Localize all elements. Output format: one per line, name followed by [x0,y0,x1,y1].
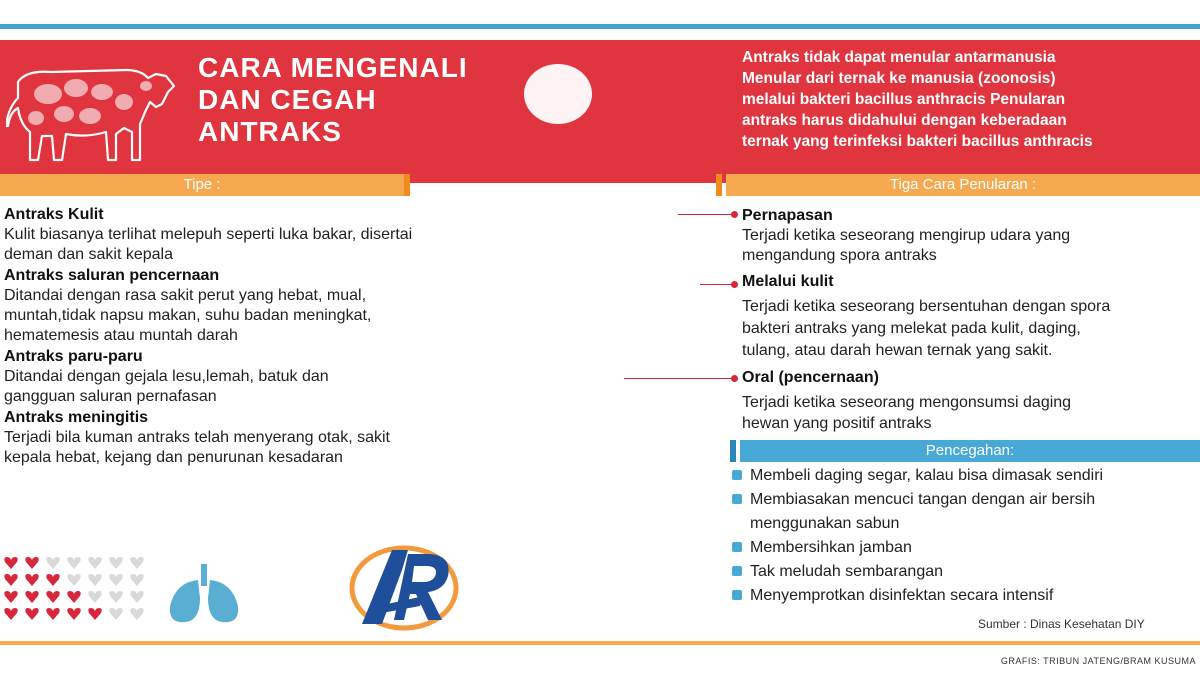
prevention-text: menggunakan sabun [750,515,900,532]
source-note: Sumber : Dinas Kesehatan DIY [978,617,1145,631]
prevention-item [730,537,1200,558]
prevention-text: Tak meludah sembarangan [750,563,944,580]
connector-line-oral [624,378,734,379]
type-text: Kulit biasanya terlihat melepuh seperti luka bakar, disertai deman dan sakit kepala [4,226,413,263]
human-body-illustration [412,44,734,656]
graphic-credit: GRAFIS: TRIBUN JATENG/BRAM KUSUMA [1000,656,1196,666]
heart-icon [46,591,59,603]
heart-icon [109,557,122,569]
title-line-2: DAN CEGAH [198,84,377,115]
prevention-text: Membeli daging segar, kalau bisa dimasak sendiri [750,467,1104,484]
heart-icon [46,608,59,620]
heart-icon [25,608,38,620]
connector-line-lungs [678,214,734,215]
heart-icon [130,574,143,586]
intro-text [742,47,1200,152]
heart-icon [109,591,122,603]
title-line-3: ANTRAKS [198,116,342,147]
intro-line-1: Antraks tidak dapat menular antarmanusia [742,49,1056,66]
bullet-icon [732,590,742,600]
heart-icon [4,557,17,569]
hearts-grid-icon [0,552,152,624]
prevention-list [730,465,1200,609]
heart-icon [25,557,38,569]
spread-line: tulang, atau darah hewan ternak yang sakit. [742,342,1053,359]
spread-heading-accent [716,174,722,196]
types-list [4,205,424,469]
heart-icon [4,574,17,586]
ar-logo-icon [348,540,460,636]
heart-icon [67,557,80,569]
lungs-icon [162,562,246,626]
spread-text [742,392,1200,434]
type-item-kulit [4,205,424,265]
bottom-accent-line [0,641,1200,645]
heart-icon [46,574,59,586]
cow-icon [6,52,181,172]
heart-icon [88,574,101,586]
type-item-paru [4,347,424,407]
spread-item-pernapasan [742,206,1200,266]
heart-icon [4,591,17,603]
spread-item-kulit [742,272,1200,362]
top-accent-line [0,24,1200,29]
prevention-text: Menyemprotkan disinfektan secara intensif [750,587,1054,604]
intro-line-4: antraks harus didahului dengan keberadaan [742,112,1067,129]
spread-text [742,226,1200,266]
prevention-heading-accent [730,440,736,462]
heart-icon [88,557,101,569]
connector-line-skin [700,284,734,285]
spread-line: mengandung spora antraks [742,247,937,264]
type-item-meningitis [4,408,424,468]
connector-dot-lungs [731,211,738,218]
types-heading-accent [404,174,410,196]
bullet-icon [732,494,742,504]
spread-line: Terjadi ketika seseorang bersentuhan dengan spora [742,298,1111,315]
spread-heading-text: Tiga Cara Penularan : [889,176,1037,193]
prevention-heading-text: Pencegahan: [925,442,1015,459]
type-title: Antraks saluran pencernaan [4,267,220,284]
heart-icon [109,574,122,586]
intro-line-2: Menular dari ternak ke manusia (zoonosis) [742,70,1056,87]
spread-line: hewan yang positif antraks [742,415,932,432]
heart-icon [130,608,143,620]
prevention-item [730,561,1200,582]
prevention-item [730,585,1200,606]
spread-line: bakteri antraks yang melekat pada kulit, daging, [742,320,1081,337]
bullet-icon [732,542,742,552]
heart-icon [109,608,122,620]
type-text: Terjadi bila kuman antraks telah menyerang otak, sakit kepala hebat, kejang dan penurunan kesadaran [4,429,390,466]
spread-title: Melalui kulit [742,273,834,290]
types-heading-text: Tipe : [183,176,221,193]
spread-item-oral [742,368,1200,434]
connector-dot-oral [731,375,738,382]
bullet-icon [732,566,742,576]
type-title: Antraks Kulit [4,206,104,223]
types-heading [0,174,404,196]
heart-icon [25,574,38,586]
connector-dot-skin [731,281,738,288]
spread-text [742,296,1200,362]
prevention-item [730,489,1200,510]
spread-list [742,206,1200,438]
title-line-1: CARA MENGENALI [198,52,468,83]
type-text: Ditandai dengan rasa sakit perut yang hebat, mual, muntah,tidak napsu makan, suhu badan meningkat, hematemesis atau muntah darah [4,287,372,344]
heart-icon [88,608,101,620]
type-text: Ditandai dengan gejala lesu,lemah, batuk dan gangguan saluran pernafasan [4,368,329,405]
prevention-heading [740,440,1200,462]
spread-line: Terjadi ketika seseorang mengonsumsi daging [742,394,1072,411]
type-title: Antraks paru-paru [4,348,143,365]
spread-heading [726,174,1200,196]
spread-line: Terjadi ketika seseorang mengirup udara yang [742,227,1071,244]
heart-icon [67,591,80,603]
heart-icon [4,608,17,620]
heart-icon [25,591,38,603]
type-item-pencernaan [4,266,424,346]
spread-title: Pernapasan [742,207,833,224]
intro-line-5: ternak yang terinfeksi bakteri bacillus anthracis [742,133,1093,150]
prevention-text: Membiasakan mencuci tangan dengan air bersih [750,491,1096,508]
prevention-text: Membersihkan jamban [750,539,912,556]
heart-icon [67,574,80,586]
heart-icon [46,557,59,569]
intro-line-3: melalui bakteri bacillus anthracis Penularan [742,91,1066,108]
bullet-icon [732,470,742,480]
heart-icon [88,591,101,603]
heart-icon [130,591,143,603]
type-title: Antraks meningitis [4,409,149,426]
heart-icon [130,557,143,569]
prevention-item [730,465,1200,486]
prevention-item-continuation [730,513,1200,534]
heart-icon [67,608,80,620]
spread-title: Oral (pencernaan) [742,369,879,386]
